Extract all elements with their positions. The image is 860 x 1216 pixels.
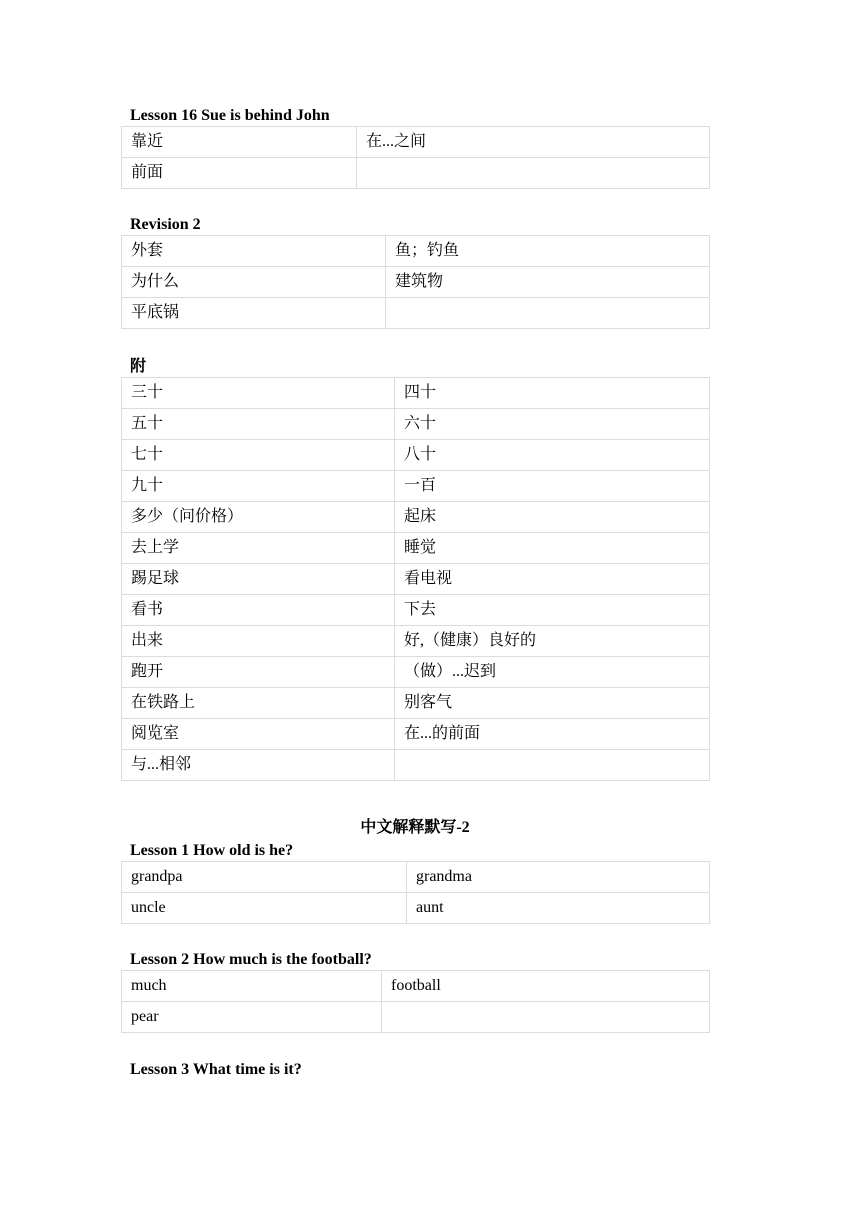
table-cell: 踢足球 <box>122 564 395 595</box>
table-cell: 六十 <box>395 409 710 440</box>
table-row <box>122 409 710 440</box>
table-cell: 建筑物 <box>386 267 710 298</box>
table-row <box>122 657 710 688</box>
section-heading: Lesson 16 Sue is behind John <box>130 107 330 124</box>
section-revision-2 <box>121 215 709 329</box>
table-cell: aunt <box>407 893 710 924</box>
table-cell: 外套 <box>122 236 386 267</box>
table-cell <box>357 158 710 189</box>
section-lesson-16 <box>121 106 709 189</box>
table-cell: 鱼；钓鱼 <box>386 236 710 267</box>
table-row <box>122 298 710 329</box>
table-row <box>122 564 710 595</box>
table-cell: 去上学 <box>122 533 395 564</box>
table-cell: 八十 <box>395 440 710 471</box>
table-row <box>122 267 710 298</box>
section-appendix <box>121 357 709 781</box>
table-row <box>122 236 710 267</box>
table-cell: 下去 <box>395 595 710 626</box>
table-cell: 看书 <box>122 595 395 626</box>
vocab-table <box>121 861 710 924</box>
table-cell: 跑开 <box>122 657 395 688</box>
table-row <box>122 862 710 893</box>
table-row <box>122 1002 710 1033</box>
table-cell: grandma <box>407 862 710 893</box>
table-row <box>122 471 710 502</box>
table-cell: pear <box>122 1002 382 1033</box>
table-cell: 与...相邻 <box>122 750 395 781</box>
section-heading: Lesson 2 How much is the football? <box>130 951 372 968</box>
table-cell: 四十 <box>395 378 710 409</box>
table-cell: much <box>122 971 382 1002</box>
table-row <box>122 719 710 750</box>
table-cell: 看电视 <box>395 564 710 595</box>
table-cell: 平底锅 <box>122 298 386 329</box>
table-cell: football <box>382 971 710 1002</box>
table-cell: 出来 <box>122 626 395 657</box>
table-cell: 五十 <box>122 409 395 440</box>
table-cell: 在...之间 <box>357 127 710 158</box>
table-row <box>122 971 710 1002</box>
table-row <box>122 893 710 924</box>
section-lesson-2 <box>121 950 709 1033</box>
vocab-table <box>121 377 710 781</box>
table-row <box>122 595 710 626</box>
table-cell: （做）...迟到 <box>395 657 710 688</box>
table-row <box>122 688 710 719</box>
table-cell <box>386 298 710 329</box>
table-cell <box>382 1002 710 1033</box>
vocab-table <box>121 235 710 329</box>
table-row <box>122 502 710 533</box>
table-cell: 前面 <box>122 158 357 189</box>
table-cell: 为什么 <box>122 267 386 298</box>
section-heading: Revision 2 <box>130 216 201 233</box>
table-cell: 靠近 <box>122 127 357 158</box>
table-cell: 在...的前面 <box>395 719 710 750</box>
section-heading: 附 <box>130 358 147 375</box>
table-row <box>122 158 710 189</box>
table-cell: 多少（问价格） <box>122 502 395 533</box>
worksheet-title: 中文解释默写-2 <box>360 819 470 836</box>
vocab-table <box>121 126 710 189</box>
table-row <box>122 440 710 471</box>
table-cell: 七十 <box>122 440 395 471</box>
section-lesson-3 <box>121 1060 709 1080</box>
table-cell: uncle <box>122 893 407 924</box>
table-row <box>122 626 710 657</box>
section-heading: Lesson 3 What time is it? <box>130 1061 302 1078</box>
table-cell: 三十 <box>122 378 395 409</box>
table-cell <box>395 750 710 781</box>
table-cell: 阅览室 <box>122 719 395 750</box>
table-row <box>122 378 710 409</box>
table-cell: 睡觉 <box>395 533 710 564</box>
table-row <box>122 533 710 564</box>
section-heading: Lesson 1 How old is he? <box>130 842 294 859</box>
vocab-table <box>121 970 710 1033</box>
table-cell: grandpa <box>122 862 407 893</box>
table-cell: 别客气 <box>395 688 710 719</box>
section-lesson-1 <box>121 841 709 924</box>
table-row <box>122 750 710 781</box>
table-cell: 好,（健康）良好的 <box>395 626 710 657</box>
table-cell: 在铁路上 <box>122 688 395 719</box>
table-cell: 起床 <box>395 502 710 533</box>
table-row <box>122 127 710 158</box>
table-cell: 一百 <box>395 471 710 502</box>
table-cell: 九十 <box>122 471 395 502</box>
